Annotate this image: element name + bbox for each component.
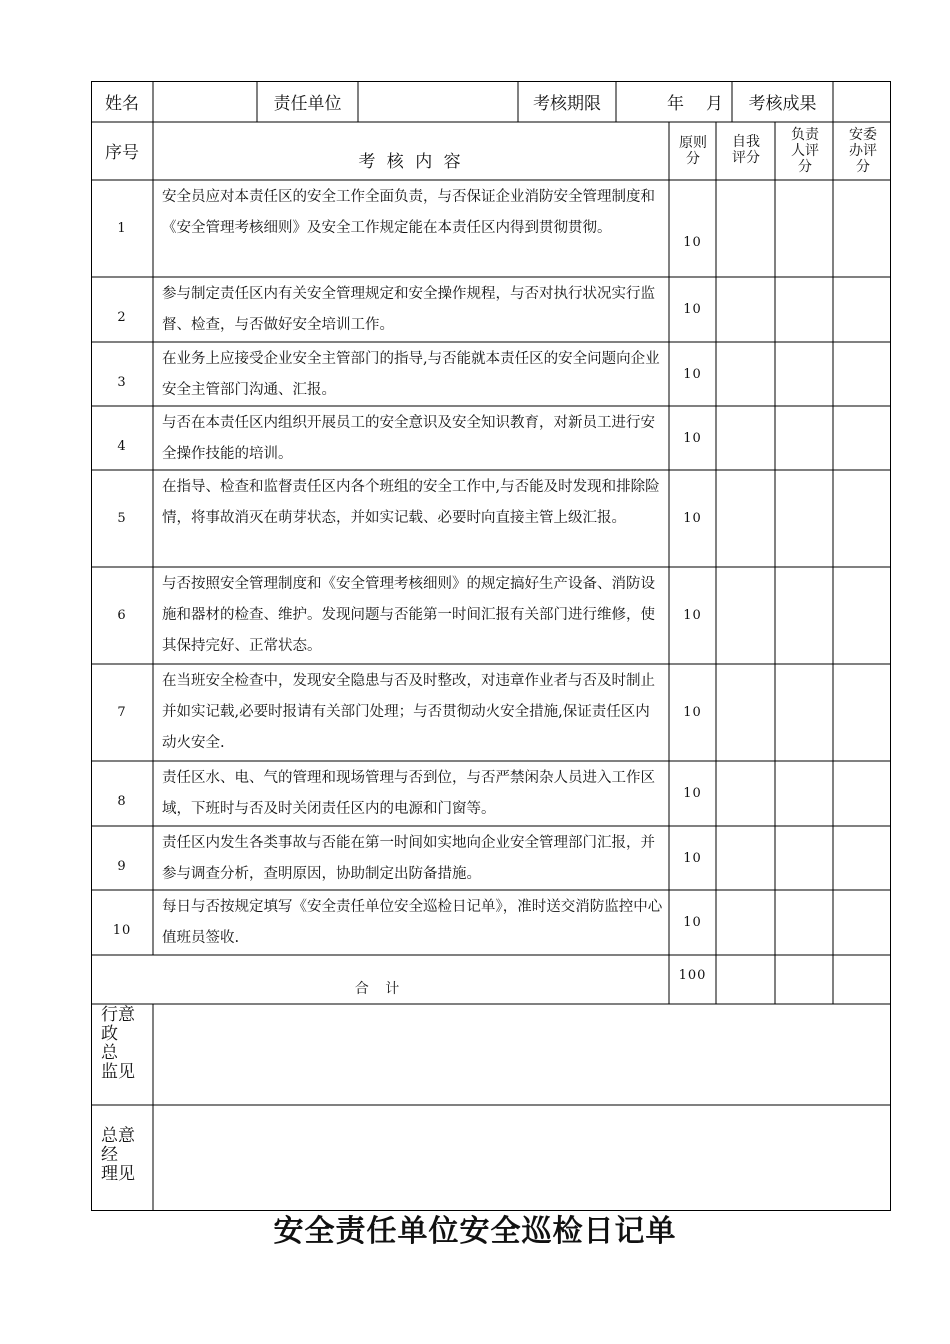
row-4-base-score: 10 [683,430,702,446]
row-3-base-score: 10 [683,366,702,382]
row-10-content: 每日与否按规定填写《安全责任单位安全巡检日记单》，准时送交消防监控中心值班员签收. [162,899,663,946]
period-month-label: 月 [706,94,723,114]
row-9-number: 9 [117,858,127,874]
admin-opinion-label [91,1004,153,1105]
col-base-score-header: 原则分 [679,135,707,167]
assessment-table [91,81,891,1211]
row-6-content: 与否按照安全管理制度和《安全管理考核细则》的规定搞好生产设备、消防设施和器材的检查、维护。发现问题与否能第一时间汇报有关部门进行维修，使其保持完好、正常状态。 [162,576,655,654]
row-2-content: 参与制定责任区内有关安全管理规定和安全操作规程，与否对执行状况实行监督、检查，与否做好安全培训工作。 [162,286,655,333]
row-1-base-score: 10 [683,235,702,250]
unit-label: 责任单位 [273,94,342,114]
total-score: 100 [678,968,707,983]
row-9-content: 责任区内发生各类事故与否能在第一时间如实地向企业安全管理部门汇报，并参与调查分析，查明原因，协助制定出防备措施。 [162,835,655,882]
gm-opinion-line3: 理见 [101,1164,135,1184]
row-8-content: 责任区水、电、气的管理和现场管理与否到位，与否严禁闲杂人员进入工作区域，下班时与否及时关闭责任区内的电源和门窗等。 [162,770,655,817]
row-1-number: 1 [117,221,127,236]
row-7-number: 7 [117,705,127,720]
result-label: 考核成果 [748,94,817,114]
row-5-number: 5 [117,511,127,526]
row-4-number: 4 [117,438,127,454]
period-field[interactable] [616,81,732,122]
row-5-content: 在指导、检查和监督责任区内各个班组的安全工作中,与否能及时发现和排除险情，将事故消灭在萌芽状态，并如实记载、必要时向直接主管上级汇报。 [162,479,660,526]
row-7-content: 在当班安全检查中，发现安全隐患与否及时整改，对违章作业者与否及时制止并如实记载,必要时报请有关部门处理；与否贯彻动火安全措施,保证责任区内动火安全. [162,673,655,751]
row-3-content: 在业务上应接受企业安全主管部门的指导,与否能就本责任区的安全问题向企业安全主管部门沟通、汇报。 [162,351,660,398]
row-6-number: 6 [117,608,127,623]
total-label: 合 计 [354,980,406,997]
name-label: 姓名 [105,94,139,114]
row-3-number: 3 [117,374,127,390]
unit-field[interactable] [358,81,518,122]
col-content-header: 考 核 内 容 [358,152,464,172]
row-5-base-score: 10 [683,511,702,526]
admin-opinion-line3: 总 [101,1043,118,1063]
row-2-number: 2 [117,310,127,325]
gm-opinion-line2: 经 [101,1145,118,1165]
col-leader-score-header: 负责人评分 [791,127,819,175]
col-seq-header: 序号 [105,143,139,163]
gm-opinion-field[interactable] [153,1105,891,1211]
document-title: 安全责任单位安全巡检日记单 [273,1214,677,1249]
col-committee-score-header: 安委办评分 [849,127,877,175]
admin-opinion-line2: 政 [101,1024,118,1044]
admin-opinion-field[interactable] [153,1004,891,1105]
name-field[interactable] [153,81,257,122]
row-6-base-score: 10 [683,608,702,623]
admin-opinion-line1: 行意 [101,1005,135,1025]
col-self-score-header: 自我评分 [732,134,760,166]
period-label: 考核期限 [533,94,601,114]
row-8-number: 8 [117,794,127,809]
row-8-base-score: 10 [683,786,702,801]
row-10-number: 10 [112,923,132,938]
row-10-base-score: 10 [683,915,702,930]
row-2-base-score: 10 [683,302,702,317]
row-9-base-score: 10 [683,850,702,866]
admin-opinion-line4: 监见 [101,1062,135,1082]
row-4-content: 与否在本责任区内组织开展员工的安全意识及安全知识教育，对新员工进行安全操作技能的培训。 [162,415,655,462]
gm-opinion-label [91,1105,153,1211]
row-1-content: 安全员应对本责任区的安全工作全面负责，与否保证企业消防安全管理制度和《安全管理考核细则》及安全工作规定能在本责任区内得到贯彻贯彻。 [162,189,655,236]
result-field[interactable] [833,81,891,122]
period-year-label: 年 [667,94,684,114]
row-7-base-score: 10 [683,705,702,720]
gm-opinion-line1: 总意 [101,1126,135,1146]
